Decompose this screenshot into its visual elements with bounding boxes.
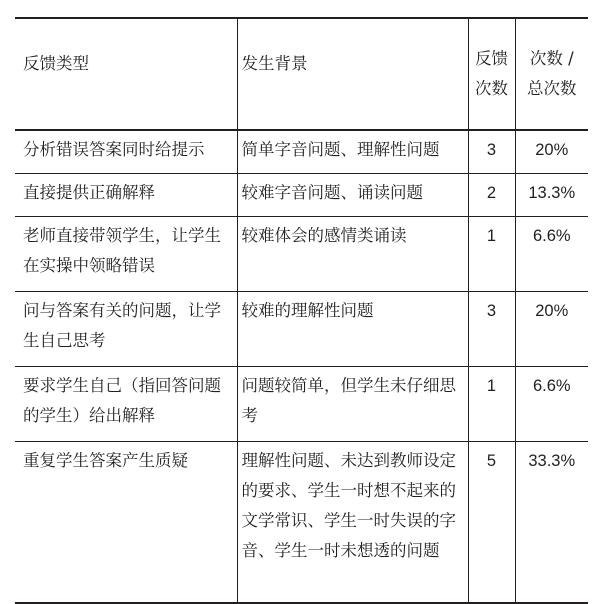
header-feedback-type: 反馈类型 bbox=[15, 18, 237, 130]
count-cell: 5 bbox=[468, 442, 515, 604]
header-count-line2: 次数 bbox=[475, 79, 508, 98]
background-cell: 简单字音问题、理解性问题 bbox=[237, 130, 468, 174]
ratio-cell: 20% bbox=[515, 292, 588, 367]
table-row bbox=[15, 367, 588, 442]
ratio-cell: 6.6% bbox=[515, 367, 588, 442]
feedback-type-cell: 要求学生自己（指回答问题的学生）给出解释 bbox=[15, 367, 237, 442]
feedback-type-cell: 重复学生答案产生质疑 bbox=[15, 442, 237, 604]
header-count-line1: 反馈 bbox=[475, 49, 508, 68]
header-background: 发生背景 bbox=[237, 18, 468, 130]
background-cell: 较难体会的感情类诵读 bbox=[237, 217, 468, 292]
feedback-type-cell: 老师直接带领学生，让学生在实操中领略错误 bbox=[15, 217, 237, 292]
table-row bbox=[15, 292, 588, 367]
ratio-cell: 20% bbox=[535, 141, 569, 159]
count-cell: 3 bbox=[468, 130, 515, 174]
ratio-cell: 6.6% bbox=[515, 217, 588, 292]
count-cell: 3 bbox=[468, 292, 515, 367]
header-ratio-line1: 次数 / bbox=[529, 49, 574, 68]
header-ratio bbox=[515, 18, 588, 130]
background-cell: 问题较简单，但学生未仔细思考 bbox=[237, 367, 468, 442]
header-ratio-line2: 总次数 bbox=[527, 79, 577, 98]
feedback-table bbox=[15, 17, 588, 604]
table-row bbox=[15, 130, 588, 174]
count-cell: 1 bbox=[468, 217, 515, 292]
feedback-type-cell: 问与答案有关的问题，让学生自己思考 bbox=[15, 292, 237, 367]
feedback-type-cell: 直接提供正确解释 bbox=[15, 174, 237, 217]
feedback-type-cell: 分析错误答案同时给提示 bbox=[15, 130, 237, 174]
background-cell: 理解性问题、未达到教师设定的要求、学生一时想不起来的文学常识、学生一时失误的字音、学生一时未想透的问题 bbox=[237, 442, 468, 604]
header-count bbox=[468, 18, 515, 130]
count-cell: 2 bbox=[468, 174, 515, 217]
table-row bbox=[15, 174, 588, 217]
table-row bbox=[15, 217, 588, 292]
count-cell: 1 bbox=[468, 367, 515, 442]
background-cell: 较难字音问题、诵读问题 bbox=[237, 174, 468, 217]
table-row bbox=[15, 442, 588, 604]
ratio-cell: 13.3% bbox=[515, 174, 588, 217]
header-row bbox=[15, 18, 588, 130]
ratio-cell: 33.3% bbox=[515, 442, 588, 604]
background-cell: 较难的理解性问题 bbox=[237, 292, 468, 367]
